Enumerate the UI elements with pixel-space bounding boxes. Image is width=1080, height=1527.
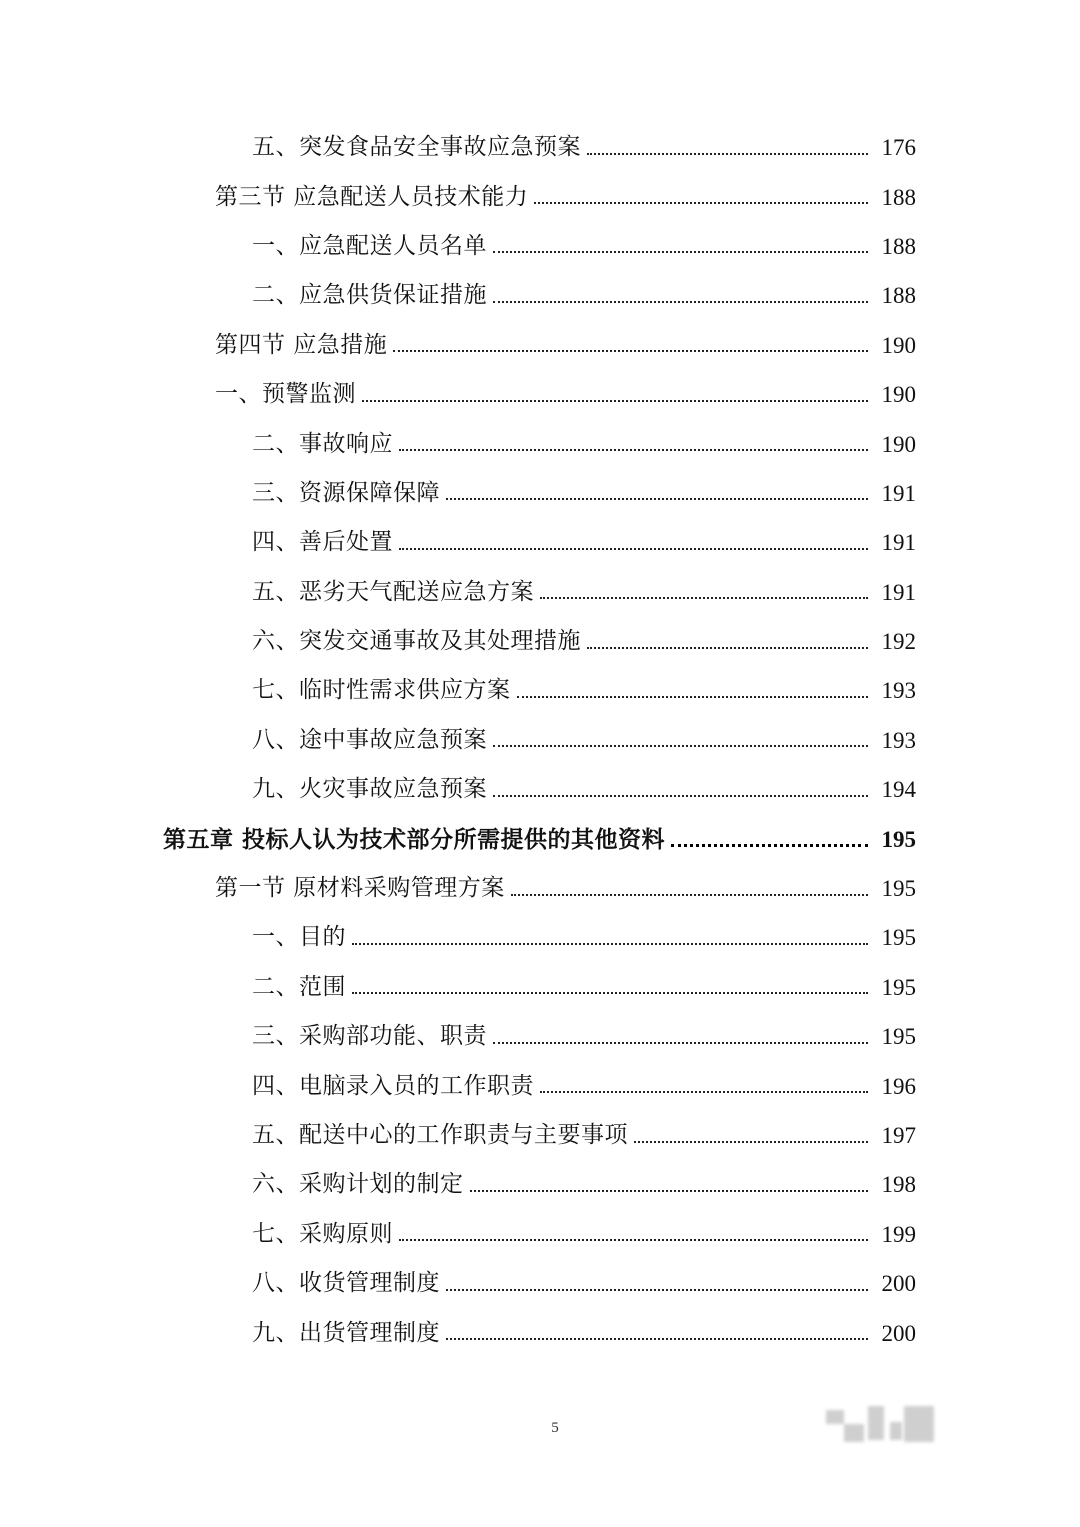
toc-entry bbox=[0, 172, 1080, 221]
toc-entry bbox=[0, 469, 1080, 518]
toc-entry-title: 二、应急供货保证措施 bbox=[252, 282, 487, 309]
toc-dot-leader bbox=[362, 400, 868, 402]
toc-entry-title: 九、火灾事故应急预案 bbox=[252, 776, 487, 803]
toc-entry bbox=[0, 568, 1080, 617]
toc-entry-page: 200 bbox=[881, 1271, 916, 1297]
toc-entry bbox=[0, 814, 1080, 863]
toc-entry bbox=[0, 864, 1080, 913]
toc-dot-leader bbox=[493, 251, 868, 253]
toc-entry-page: 193 bbox=[881, 678, 916, 704]
toc-entry-title: 第五章 投标人认为技术部分所需提供的其他资料 bbox=[163, 825, 666, 853]
toc-entry-page: 200 bbox=[881, 1320, 916, 1346]
toc-entry-page: 188 bbox=[881, 184, 916, 210]
toc-entry-title: 二、事故响应 bbox=[252, 430, 393, 457]
toc-entry-page: 194 bbox=[881, 777, 916, 803]
toc-entry bbox=[0, 1061, 1080, 1110]
toc-dot-leader bbox=[446, 498, 868, 500]
toc-entry bbox=[0, 1111, 1080, 1160]
toc-entry-page: 199 bbox=[881, 1221, 916, 1247]
toc-entry-title: 二、范围 bbox=[252, 973, 346, 1000]
toc-entry-page: 195 bbox=[881, 876, 916, 902]
toc-entry-page: 191 bbox=[881, 579, 916, 605]
toc-entry-page: 191 bbox=[881, 480, 916, 506]
toc-dot-leader bbox=[634, 1141, 868, 1143]
toc-entry bbox=[0, 518, 1080, 567]
toc-entry bbox=[0, 419, 1080, 468]
toc-entry-title: 九、出货管理制度 bbox=[252, 1319, 440, 1346]
toc-entry-title: 第四节 应急措施 bbox=[215, 331, 388, 358]
toc-entry bbox=[0, 617, 1080, 666]
toc-entry bbox=[0, 123, 1080, 172]
toc-entry-title: 六、突发交通事故及其处理措施 bbox=[252, 628, 581, 655]
toc-entry-page: 188 bbox=[881, 283, 916, 309]
toc-entry bbox=[0, 271, 1080, 320]
toc-entry-page: 190 bbox=[881, 332, 916, 358]
toc-entry-page: 190 bbox=[881, 431, 916, 457]
toc-entry-page: 195 bbox=[881, 974, 916, 1000]
toc-dot-leader bbox=[393, 350, 868, 352]
toc-entry-title: 六、采购计划的制定 bbox=[252, 1171, 464, 1198]
toc-dot-leader bbox=[399, 548, 868, 550]
toc-entry bbox=[0, 1210, 1080, 1259]
toc-dot-leader bbox=[493, 301, 868, 303]
toc-entry-page: 192 bbox=[881, 629, 916, 655]
toc-entry-title: 五、恶劣天气配送应急方案 bbox=[252, 578, 534, 605]
toc-entry-title: 四、善后处置 bbox=[252, 529, 393, 556]
toc-dot-leader bbox=[511, 894, 868, 896]
toc-dot-leader bbox=[352, 943, 868, 945]
toc-entry-page: 188 bbox=[881, 233, 916, 259]
toc-entry-title: 五、突发食品安全事故应急预案 bbox=[252, 134, 581, 161]
toc-entry-title: 一、预警监测 bbox=[215, 381, 356, 408]
toc-dot-leader bbox=[587, 153, 868, 155]
toc-entry-page: 190 bbox=[881, 382, 916, 408]
toc-entry-title: 第一节 原材料采购管理方案 bbox=[215, 875, 505, 902]
toc-entry-title: 八、途中事故应急预案 bbox=[252, 726, 487, 753]
toc-entry bbox=[0, 913, 1080, 962]
toc-entry-page: 195 bbox=[881, 826, 916, 852]
toc-entry bbox=[0, 963, 1080, 1012]
toc-dot-leader bbox=[352, 992, 868, 994]
toc-entry-page: 197 bbox=[881, 1123, 916, 1148]
toc-dot-leader bbox=[493, 1042, 868, 1044]
toc-entry bbox=[0, 1160, 1080, 1209]
toc-entry bbox=[0, 1308, 1080, 1357]
toc-entry bbox=[0, 666, 1080, 715]
toc-entry bbox=[0, 716, 1080, 765]
toc-entry-title: 四、电脑录入员的工作职责 bbox=[252, 1072, 534, 1099]
toc-dot-leader bbox=[671, 844, 868, 847]
toc-dot-leader bbox=[534, 202, 868, 204]
toc-entry-title: 七、临时性需求供应方案 bbox=[252, 677, 511, 704]
toc-entry-title: 五、配送中心的工作职责与主要事项 bbox=[252, 1122, 628, 1148]
toc-entry-page: 195 bbox=[881, 1024, 916, 1050]
toc-entry-title: 三、采购部功能、职责 bbox=[252, 1023, 487, 1050]
toc-entry-page: 191 bbox=[881, 530, 916, 556]
toc-entry-title: 八、收货管理制度 bbox=[252, 1270, 440, 1297]
toc-entry bbox=[0, 370, 1080, 419]
toc-entry-page: 198 bbox=[881, 1172, 916, 1198]
toc-entry bbox=[0, 765, 1080, 814]
toc-entry-page: 176 bbox=[881, 135, 916, 161]
toc-entry bbox=[0, 1259, 1080, 1308]
toc-entry-page: 193 bbox=[881, 727, 916, 753]
toc-entry-title: 一、应急配送人员名单 bbox=[252, 232, 487, 259]
toc-dot-leader bbox=[517, 696, 869, 698]
toc-dot-leader bbox=[399, 1239, 868, 1241]
toc-dot-leader bbox=[399, 449, 868, 451]
table-of-contents bbox=[0, 123, 1080, 1358]
toc-entry bbox=[0, 222, 1080, 271]
toc-dot-leader bbox=[470, 1190, 869, 1192]
toc-dot-leader bbox=[446, 1289, 868, 1291]
toc-dot-leader bbox=[446, 1338, 868, 1340]
toc-entry-title: 一、目的 bbox=[252, 924, 346, 951]
toc-dot-leader bbox=[540, 1091, 868, 1093]
toc-entry-title: 三、资源保障保障 bbox=[252, 479, 440, 506]
toc-dot-leader bbox=[540, 597, 868, 599]
toc-entry bbox=[0, 321, 1080, 370]
toc-dot-leader bbox=[493, 795, 868, 797]
page-number: 5 bbox=[551, 1420, 559, 1436]
toc-entry bbox=[0, 1012, 1080, 1061]
toc-dot-leader bbox=[493, 745, 868, 747]
toc-entry-page: 195 bbox=[881, 925, 916, 951]
toc-entry-page: 196 bbox=[881, 1073, 916, 1099]
toc-entry-title: 七、采购原则 bbox=[252, 1220, 393, 1247]
watermark-logo bbox=[824, 1404, 936, 1444]
toc-dot-leader bbox=[587, 647, 868, 649]
toc-entry-title: 第三节 应急配送人员技术能力 bbox=[215, 183, 529, 210]
